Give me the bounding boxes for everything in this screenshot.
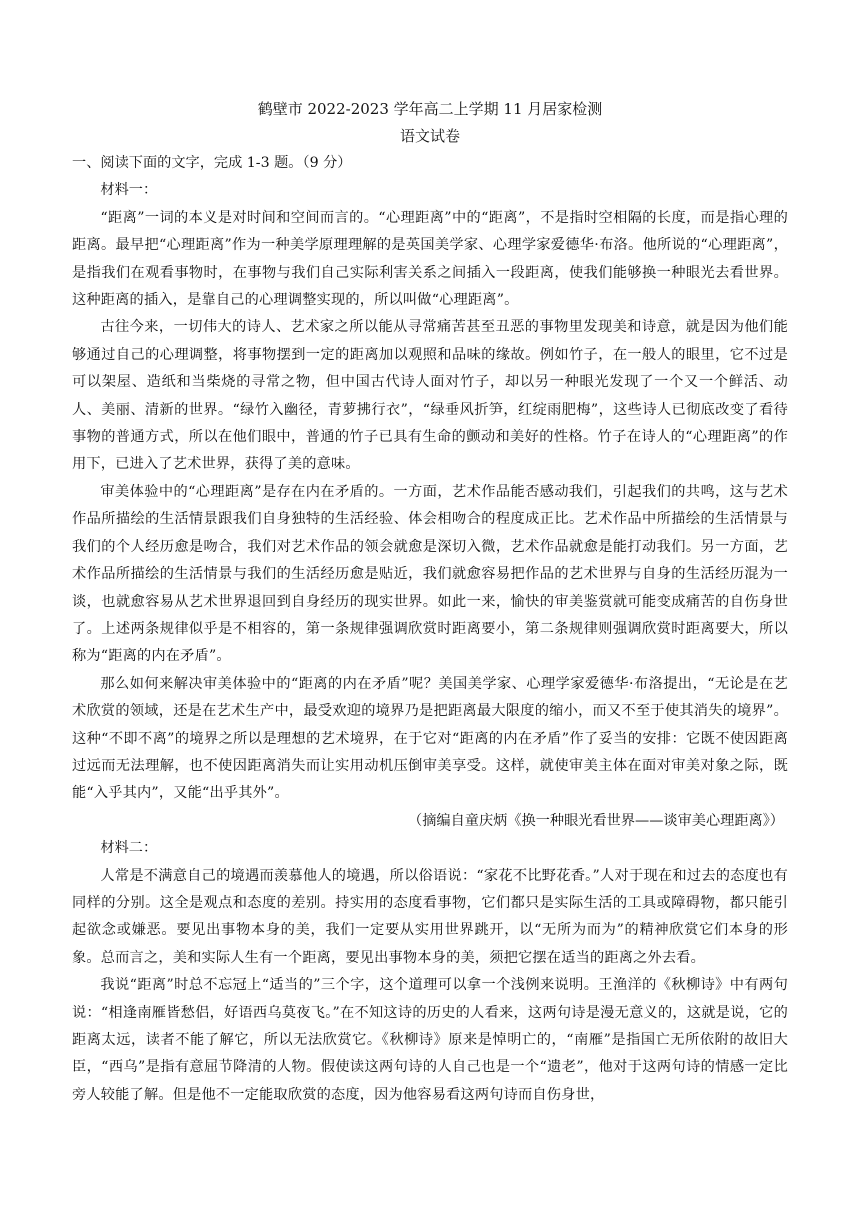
- exam-title: 鹤壁市 2022-2023 学年高二上学期 11 月居家检测: [257, 100, 603, 118]
- material-1-paragraph: 那么如何来解决审美体验中的“距离的内在矛盾”呢？美国美学家、心理学家爱德华·布洛提出，“无论是在艺术欣赏的领域，还是在艺术生产中，最受欢迎的境界乃是把距离最大限度的缩小，而又不至于使其消失的境界”。这种“不即不离”的境界之所以是理想的艺术境界，在于它对“距离的内在矛盾”作了妥当的安排：它既不使因距离过远而无法理解，也不使因距离消失而让实用动机压倒审美享受。这样，就使审美主体在面对审美对象之际，既能“入乎其内”，又能“出乎其外”。: [72, 675, 788, 802]
- material-1-paragraph: 古往今来，一切伟大的诗人、艺术家之所以能从寻常痛苦甚至丑恶的事物里发现美和诗意，就是因为他们能够通过自己的心理调整，将事物摆到一定的距离加以观照和品味的缘故。例如竹子，在一般人的眼里，它不过是可以架屋、造纸和当柴烧的寻常之物，但中国古代诗人面对竹子，却以另一种眼光发现了一个又一个鲜活、动人、美丽、清新的世界。“绿竹入幽径，青萝拂行衣”，“绿垂风折笋，红绽雨肥梅”，这些诗人已彻底改变了看待事物的普通方式，所以在他们眼中，普通的竹子已具有生命的颤动和美好的性格。竹子在诗人的“心理距离”的作用下，已进入了艺术世界，获得了美的意味。: [72, 319, 788, 473]
- section-heading: 一、阅读下面的文字，完成 1-3 题。（9 分）: [72, 155, 352, 171]
- material-2-paragraph: 我说“距离”时总不忘冠上“适当的”三个字，这个道理可以拿一个浅例来说明。王渔洋的《秋柳诗》中有两句说：“相逢南雁皆愁侣，好语西乌莫夜飞。”在不知这诗的历史的人看来，这两句诗是漫无意义的，这就是说，它的距离太远，读者不能了解它，所以无法欣赏它。《秋柳诗》原来是悼明亡的，“南雁”是指国亡无所依附的故旧大臣，“西乌”是指有意屈节降清的人物。假使读这两句诗的人自己也是一个“遗老”，他对于这两句诗的情感一定比旁人较能了解。但是他不一定能取欣赏的态度，因为他容易看这两句诗而自伤身世，: [72, 977, 788, 1103]
- material-1-paragraph: “距离”一词的本义是对时间和空间而言的。“心理距离”中的“距离”，不是指时空相隔的长度，而是指心理的距离。最早把“心理距离”作为一种美学原理理解的是英国美学家、心理学家爱德华·布洛。他所说的“心理距离”，是指我们在观看事物时，在事物与我们自己实际利害关系之间插入一段距离，使我们能够换一种眼光去看世界。这种距离的插入，是靠自己的心理调整实现的，所以叫做“心理距离”。: [72, 209, 788, 309]
- material-2-label: 材料二：: [100, 840, 158, 857]
- material-1-paragraph: 审美体验中的“心理距离”是存在内在矛盾的。一方面，艺术作品能否感动我们，引起我们的共鸣，这与艺术作品所描绘的生活情景跟我们自身独特的生活经验、体会相吻合的程度成正比。艺术作品中所描绘的生活情景与我们的个人经历愈是吻合，我们对艺术作品的领会就愈是深切入微，艺术作品就愈是能打动我们。另一方面，艺术作品所描绘的生活情景与我们的生活经历愈是贴近，我们就愈容易把作品的艺术世界与自身的生活经历混为一谈，也就愈容易从艺术世界退回到自身经历的现实世界。如此一来，愉快的审美鉴赏就可能变成痛苦的自伤身世了。上述两条规律似乎是不相容的，第一条规律强调欣赏时距离要小，第二条规律则强调欣赏时距离要大，所以称为“距离的内在矛盾”。: [72, 483, 788, 665]
- material-2-paragraph: 人常是不满意自己的境遇而羡慕他人的境遇，所以俗语说：“家花不比野花香。”人对于现在和过去的态度也有同样的分别。这全是观点和态度的差别。持实用的态度看事物，它们都只是实际生活的工具或障碍物，都只能引起欲念或嫌恶。要见出事物本身的美，我们一定要从实用世界跳开，以“无所为而为”的精神欣赏它们本身的形象。总而言之，美和实际人生有一个距离，要见出事物本身的美，须把它摆在适当的距离之外去看。: [72, 867, 788, 966]
- material-1-source: （摘编自童庆炳《换一种眼光看世界——谈审美心理距离》）: [408, 812, 784, 829]
- exam-page: [72, 96, 788, 1109]
- exam-subtitle: 语文试卷: [399, 127, 460, 145]
- material-1-label: 材料一：: [100, 182, 158, 199]
